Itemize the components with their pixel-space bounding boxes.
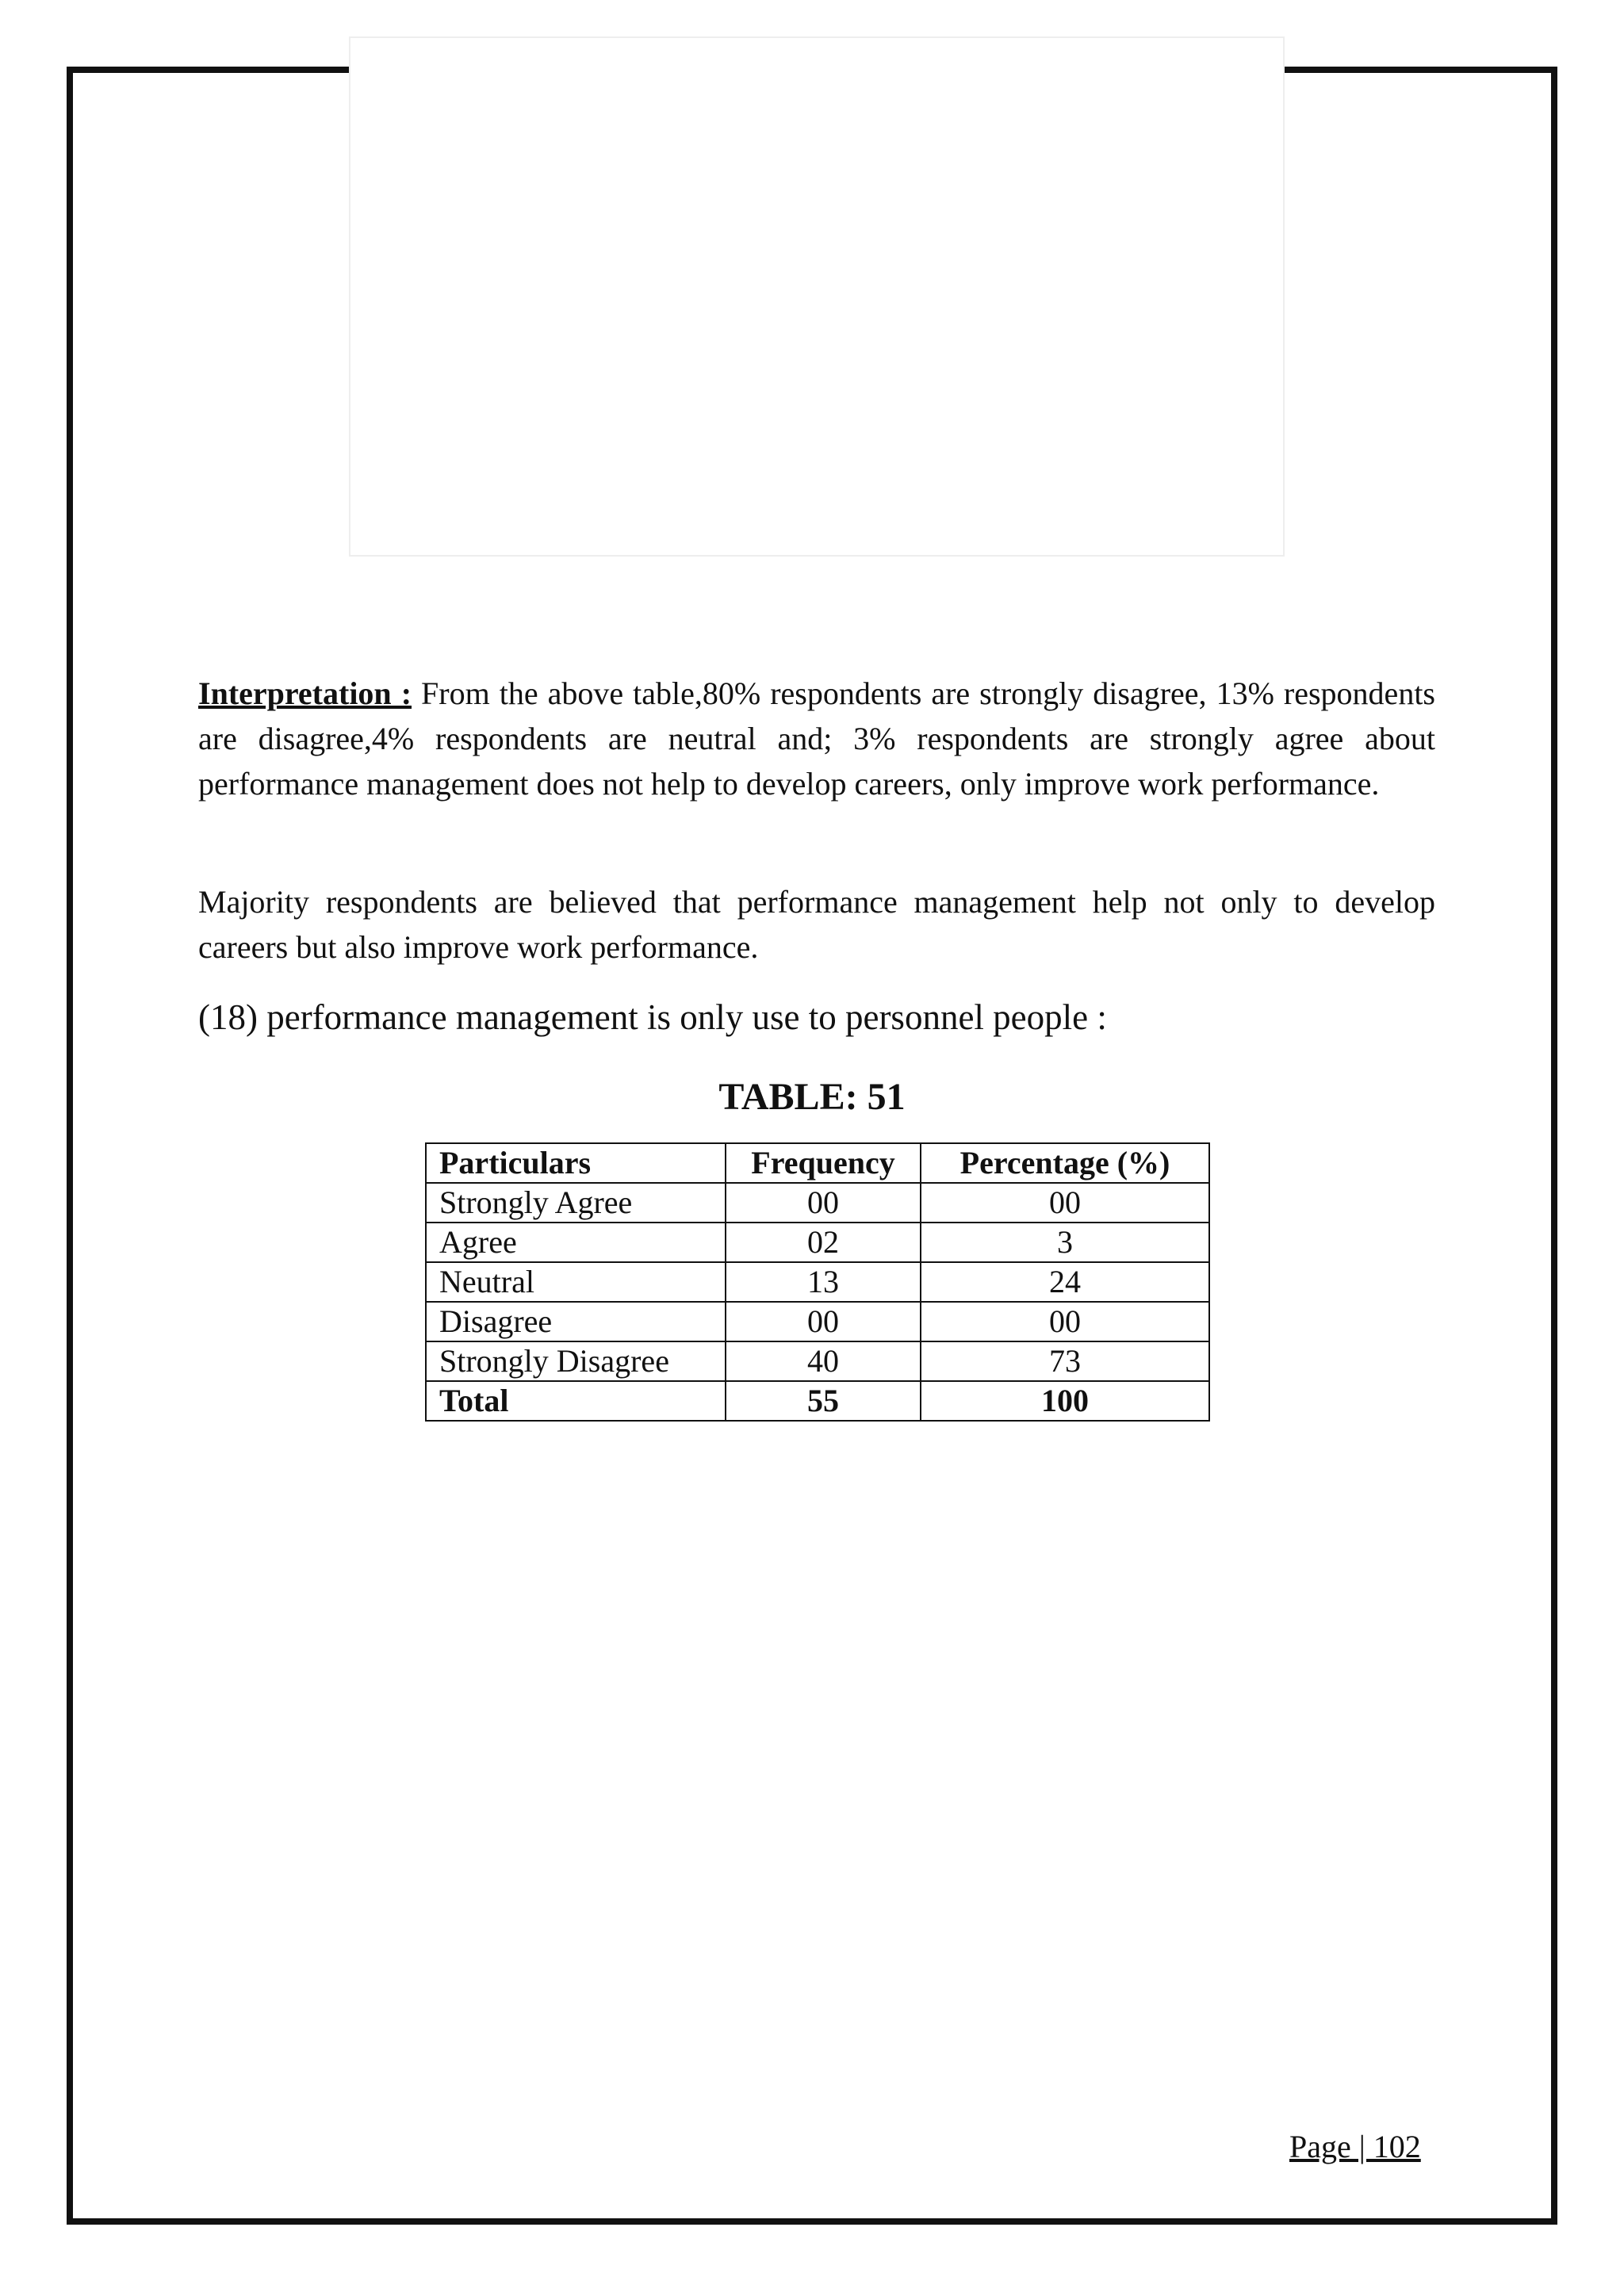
header-cell: Percentage (%)	[921, 1143, 1209, 1183]
table-cell: Agree	[426, 1223, 726, 1262]
table-cell: 24	[921, 1262, 1209, 1302]
page-number: Page | 102	[1289, 2129, 1421, 2164]
table-cell: Total	[426, 1381, 726, 1421]
table-cell: 02	[726, 1223, 921, 1262]
question-block	[198, 995, 1435, 1040]
table-cell: 00	[726, 1183, 921, 1223]
table-header-row	[426, 1143, 1209, 1183]
table-row	[426, 1262, 1209, 1302]
header-cell: Frequency	[726, 1143, 921, 1183]
table-cell: 00	[726, 1302, 921, 1341]
table-cell: 00	[921, 1302, 1209, 1341]
table-title: TABLE: 51	[718, 1076, 906, 1118]
table-row	[426, 1223, 1209, 1262]
interpretation-paragraph	[198, 671, 1435, 806]
majority-block	[198, 879, 1435, 970]
majority-paragraph: Majority respondents are believed that performance management help not only to develop careers but also improve work performance.	[198, 884, 1435, 965]
table-cell: 100	[921, 1381, 1209, 1421]
table-cell: 00	[921, 1183, 1209, 1223]
table-row	[426, 1183, 1209, 1223]
question-heading: (18) performance management is only use to personnel people :	[198, 997, 1107, 1037]
table-row	[426, 1341, 1209, 1381]
table-cell: 55	[726, 1381, 921, 1421]
table-row	[426, 1302, 1209, 1341]
table-cell: 3	[921, 1223, 1209, 1262]
interpretation-label: Interpretation :	[198, 675, 412, 711]
interpretation-block	[198, 671, 1435, 806]
figure-image	[349, 36, 1285, 557]
table-cell: Strongly Agree	[426, 1183, 726, 1223]
table-total-row	[426, 1381, 1209, 1421]
table-cell: Disagree	[426, 1302, 726, 1341]
header-cell: Particulars	[426, 1143, 726, 1183]
table-cell: Strongly Disagree	[426, 1341, 726, 1381]
data-table	[425, 1142, 1210, 1422]
table-cell: 73	[921, 1341, 1209, 1381]
table-cell: 40	[726, 1341, 921, 1381]
table-cell: 13	[726, 1262, 921, 1302]
table-cell: Neutral	[426, 1262, 726, 1302]
interpretation-text: From the above table,80% respondents are strongly disagree, 13% respondents are disagree,4% respondents are neutral and; 3% respondents are strongly agree about performance management does not help to develop careers, only improve work performance.	[198, 675, 1435, 802]
